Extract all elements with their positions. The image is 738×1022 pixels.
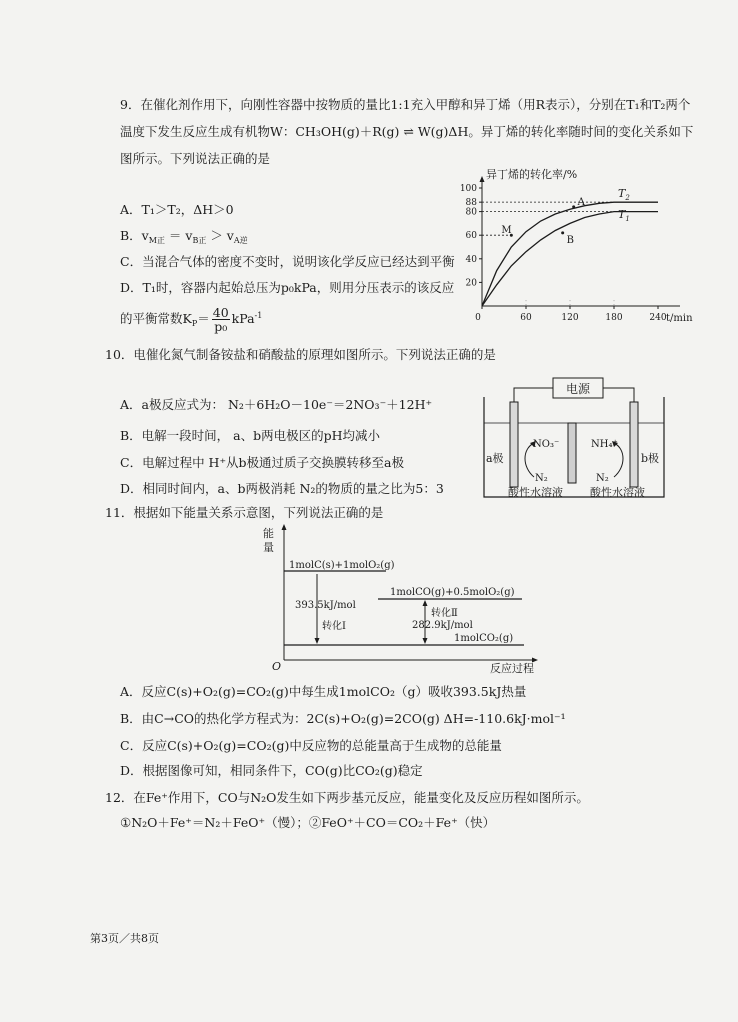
left-reactant: N₂: [535, 473, 548, 484]
electrode-b-label: b极: [641, 452, 660, 465]
wire-left: [514, 388, 553, 405]
wire-right: [603, 388, 634, 405]
left-solution-label: 酸性水溶液: [508, 486, 563, 499]
electrode-b: [630, 402, 638, 487]
electrolysis-cell-diagram: [478, 375, 668, 505]
q11-option-d: D．根据图像可知，相同条件下，CO(g)比CO₂(g)稳定: [120, 763, 423, 778]
point-label-M: M: [501, 225, 512, 237]
conversion1-label: 转化Ⅰ: [322, 621, 346, 632]
chart-ylabel: 异丁烯的转化率/%: [486, 168, 578, 181]
right-product: NH₄⁺: [591, 439, 618, 450]
electrode-a-label: a极: [486, 452, 504, 465]
x-tick-label: 60: [520, 313, 532, 323]
x-tick-label: 120: [561, 313, 579, 323]
q11-option-c: C．反应C(s)+O₂(g)=CO₂(g)中反应物的总能量高于生成物的总能量: [120, 738, 502, 753]
right-reactant: N₂: [596, 473, 609, 484]
y-tick-label: 20: [465, 278, 477, 289]
energy-y-arrow: [282, 524, 287, 530]
delta1-arrow-head: [315, 638, 320, 644]
q9-option-d-line1: D．T₁时，容器内起始总压为p₀kPa，则用分压表示的该反应: [120, 280, 455, 295]
chart-xlabel: t/min: [666, 313, 693, 324]
x-ticks: [475, 306, 667, 323]
y-tick-label: 40: [465, 254, 477, 265]
delta2-arrow-head: [423, 638, 428, 644]
kp-fraction: $\frac{40}{\text{p₀}}$: [212, 305, 229, 334]
q10-option-b: B．电解一段时间， a、b两电极区的pH均减小: [120, 428, 381, 443]
q12-stem: 12．在Fe⁺作用下，CO与N₂O发生如下两步基元反应，能量变化及反应历程如图所示。: [105, 790, 589, 805]
q10-option-c: C．电解过程中 H⁺从b极通过质子交换膜转移至a极: [120, 455, 404, 470]
q11-stem: 11．根据如下能量关系示意图，下列说法正确的是: [105, 505, 384, 520]
conversion2-label: 转化Ⅱ: [431, 608, 458, 619]
point-marker-B: [561, 231, 564, 234]
delta2-arrow-tail: [423, 600, 428, 606]
point-label-A: A: [577, 196, 585, 208]
q10-option-a: A．a极反应式为： N₂＋6H₂O－10e⁻＝2NO₃⁻＋12H⁺: [120, 397, 433, 412]
y-tick-label: 100: [459, 184, 477, 194]
point-marker-A: [572, 205, 575, 208]
page-footer: 第3页／共8页: [90, 932, 159, 945]
q9-option-a: A．T₁＞T₂，ΔH＞0: [120, 202, 234, 217]
energy-ylabel-2: 量: [263, 541, 274, 554]
y-tick-label: 88: [465, 198, 477, 209]
q9-option-d-line2: 的平衡常数$K_P=$ $\frac{40}{\text{p₀}}$ kPa$^{-1}$: [120, 305, 263, 334]
q9-option-b: B．$v_{M正} = v_{B正} > v_{A逆}$: [120, 228, 248, 245]
level-intermediate-label: 1molCO(g)+0.5molO₂(g): [390, 587, 515, 598]
delta2-label: 282.9kJ/mol: [412, 620, 473, 631]
q11-option-b: B．由C→CO的热化学方程式为：2C(s)+O₂(g)=2CO(g) ΔH=-110.6kJ·mol⁻¹: [120, 711, 566, 726]
series-lines: [482, 197, 658, 306]
x-tick-label: 240: [649, 313, 667, 323]
energy-diagram: [262, 524, 542, 674]
delta1-label: 393.5kJ/mol: [295, 600, 356, 611]
power-source-label: 电源: [565, 382, 591, 396]
q10-stem: 10．电催化氮气制备铵盐和硝酸盐的原理如图所示。下列说法正确的是: [105, 347, 496, 362]
q9-stem-line1: 9．在催化剂作用下，向刚性容器中按物质的量比1:1充入甲醇和异丁烯（用R表示），分别在T₁和T₂两个: [120, 97, 691, 112]
x-tick-label: 0: [475, 313, 481, 323]
y-ticks: [460, 184, 482, 288]
point-label-B: B: [566, 234, 575, 246]
energy-xlabel: 反应过程: [490, 662, 534, 674]
t2-label: $T_2$: [618, 187, 630, 202]
right-solution-label: 酸性水溶液: [590, 486, 645, 499]
level-reactants-label: 1molC(s)+1molO₂(g): [289, 560, 395, 571]
electrode-a: [510, 402, 518, 487]
y-tick-label: 60: [465, 231, 477, 242]
y-tick-label: 80: [465, 207, 477, 218]
left-product: NO₃⁻: [533, 439, 560, 450]
conversion-chart: [450, 168, 720, 328]
q12-steps: ①N₂O＋Fe⁺＝N₂＋FeO⁺（慢）；②FeO⁺＋CO＝CO₂＋Fe⁺（快）: [120, 815, 496, 830]
series-line-T2: [482, 202, 658, 306]
t1-label: $T_1$: [618, 208, 630, 223]
q11-option-a: A．反应C(s)+O₂(g)=CO₂(g)中每生成1molCO₂（g）吸收393.5kJ热量: [120, 684, 527, 699]
x-tick-label: 180: [605, 313, 623, 323]
q9-stem-line3: 图所示。下列说法正确的是: [120, 151, 271, 166]
proton-exchange-membrane: [568, 423, 576, 483]
q9-stem-line2: 温度下发生反应生成有机物W：CH₃OH(g)＋R(g) ⇌ W(g)ΔH。异丁烯的转化率随时间的变化关系如下: [120, 124, 694, 139]
origin-label: O: [272, 660, 282, 673]
q9-option-c: C．当混合气体的密度不变时，说明该化学反应已经达到平衡: [120, 254, 455, 269]
y-axis-arrow: [480, 176, 485, 182]
level-products-label: 1molCO₂(g): [454, 633, 514, 644]
q10-option-d: D．相同时间内，a、b两极消耗 N₂的物质的量之比为5：3: [120, 481, 444, 496]
energy-ylabel-1: 能: [263, 527, 274, 540]
